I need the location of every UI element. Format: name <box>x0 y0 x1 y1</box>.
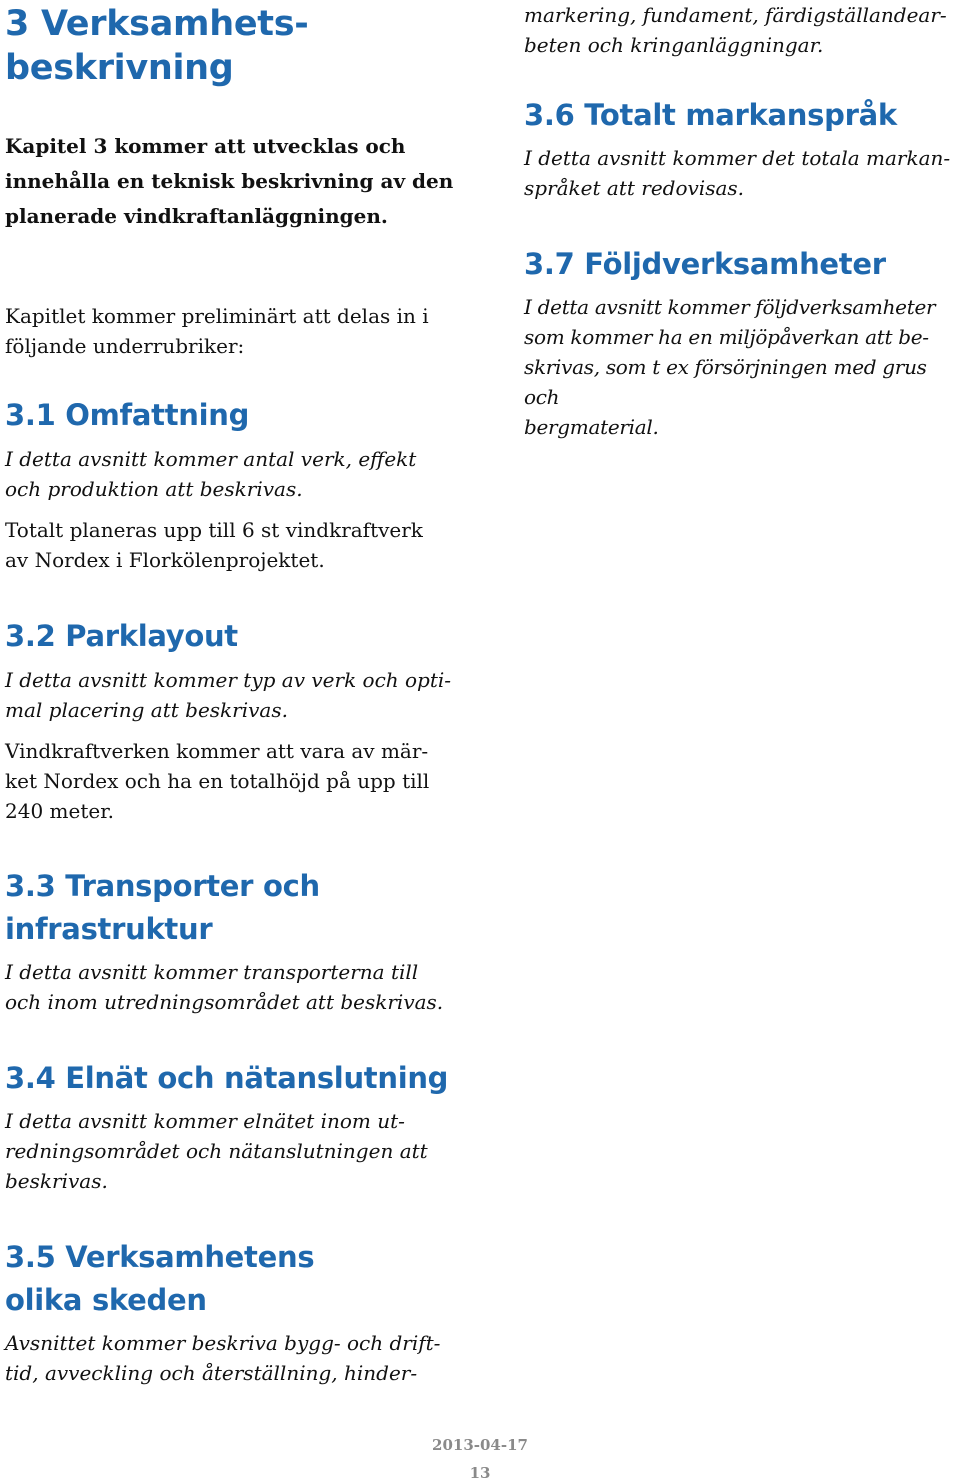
chapter-title <box>5 2 455 90</box>
section-body-line: Totalt planeras upp till 6 st vindkraftverk <box>5 518 423 542</box>
section-italic-line: beskrivas. <box>5 1169 108 1193</box>
section-italic-line: redningsområdet och nätanslutningen att <box>5 1139 428 1163</box>
section-italic-line: beten och kringanläggningar. <box>524 33 824 57</box>
section-heading: 3.7 Följdverksamheter <box>524 247 886 281</box>
section-italic-line: Avsnittet kommer beskriva bygg- och drift- <box>5 1331 441 1355</box>
footer-date: 2013-04-17 <box>432 1436 528 1454</box>
section-italic-line: tid, avveckling och återställning, hinder- <box>5 1361 418 1385</box>
section-italic-line: I detta avsnitt kommer transporterna till <box>5 960 419 984</box>
section-italic-line: I detta avsnitt kommer antal verk, effekt <box>5 447 417 471</box>
section-italic-line: språket att redovisas. <box>524 176 744 200</box>
section-3-2 <box>5 615 455 826</box>
section-heading-line1: 3.3 Transporter och <box>5 869 320 903</box>
preliminary-line: Kapitlet kommer preliminärt att delas in i <box>5 304 429 328</box>
chapter-title-line2: beskrivning <box>5 48 234 88</box>
section-italic-line: och produktion att beskrivas. <box>5 477 303 501</box>
preliminary-line: följande underrubriker: <box>5 334 245 358</box>
section-italic-line: I detta avsnitt kommer följdverksamheter <box>524 295 936 319</box>
section-italic-line: som kommer ha en miljöpåverkan att be- <box>524 325 929 349</box>
section-heading-line2: olika skeden <box>5 1283 207 1317</box>
section-heading: 3.6 Totalt markanspråk <box>524 98 897 132</box>
section-italic-line: I detta avsnitt kommer det totala markan- <box>524 146 951 170</box>
section-italic-line: skrivas, som t ex försörjningen med grus och <box>524 355 927 409</box>
section-3-6 <box>524 94 960 203</box>
section-3-5-continued <box>524 0 960 60</box>
page-number: 13 <box>469 1464 491 1482</box>
section-3-4 <box>5 1057 455 1196</box>
section-italic-line: I detta avsnitt kommer typ av verk och opti- <box>5 668 452 692</box>
intro-line: innehålla en teknisk beskrivning av den <box>5 169 454 193</box>
section-italic-line: och inom utredningsområdet att beskrivas. <box>5 990 444 1014</box>
section-3-1 <box>5 394 455 575</box>
section-italic-line: bergmaterial. <box>524 415 659 439</box>
chapter-intro <box>5 129 455 234</box>
intro-line: Kapitel 3 kommer att utvecklas och <box>5 134 406 158</box>
section-3-7 <box>524 243 960 442</box>
section-heading-line1: 3.5 Verksamhetens <box>5 1240 315 1274</box>
section-body-line: 240 meter. <box>5 799 114 823</box>
section-italic-line: mal placering att beskrivas. <box>5 698 288 722</box>
chapter-title-line1: 3 Verksamhets- <box>5 4 309 44</box>
section-heading: 3.2 Parklayout <box>5 619 238 653</box>
intro-line: planerade vindkraftanläggningen. <box>5 204 388 228</box>
section-heading-line2: infrastruktur <box>5 912 213 946</box>
section-body-line: ket Nordex och ha en totalhöjd på upp till <box>5 769 430 793</box>
section-italic-line: I detta avsnitt kommer elnätet inom ut- <box>5 1109 405 1133</box>
section-3-3 <box>5 865 455 1017</box>
section-3-5 <box>5 1236 455 1388</box>
chapter-preliminary <box>5 301 455 361</box>
section-body-line: Vindkraftverken kommer att vara av mär- <box>5 739 429 763</box>
section-heading: 3.4 Elnät och nätanslutning <box>5 1061 449 1095</box>
section-body-line: av Nordex i Florkölenprojektet. <box>5 548 325 572</box>
section-heading: 3.1 Omfattning <box>5 398 250 432</box>
section-italic-line: markering, fundament, färdigställandear- <box>524 3 947 27</box>
